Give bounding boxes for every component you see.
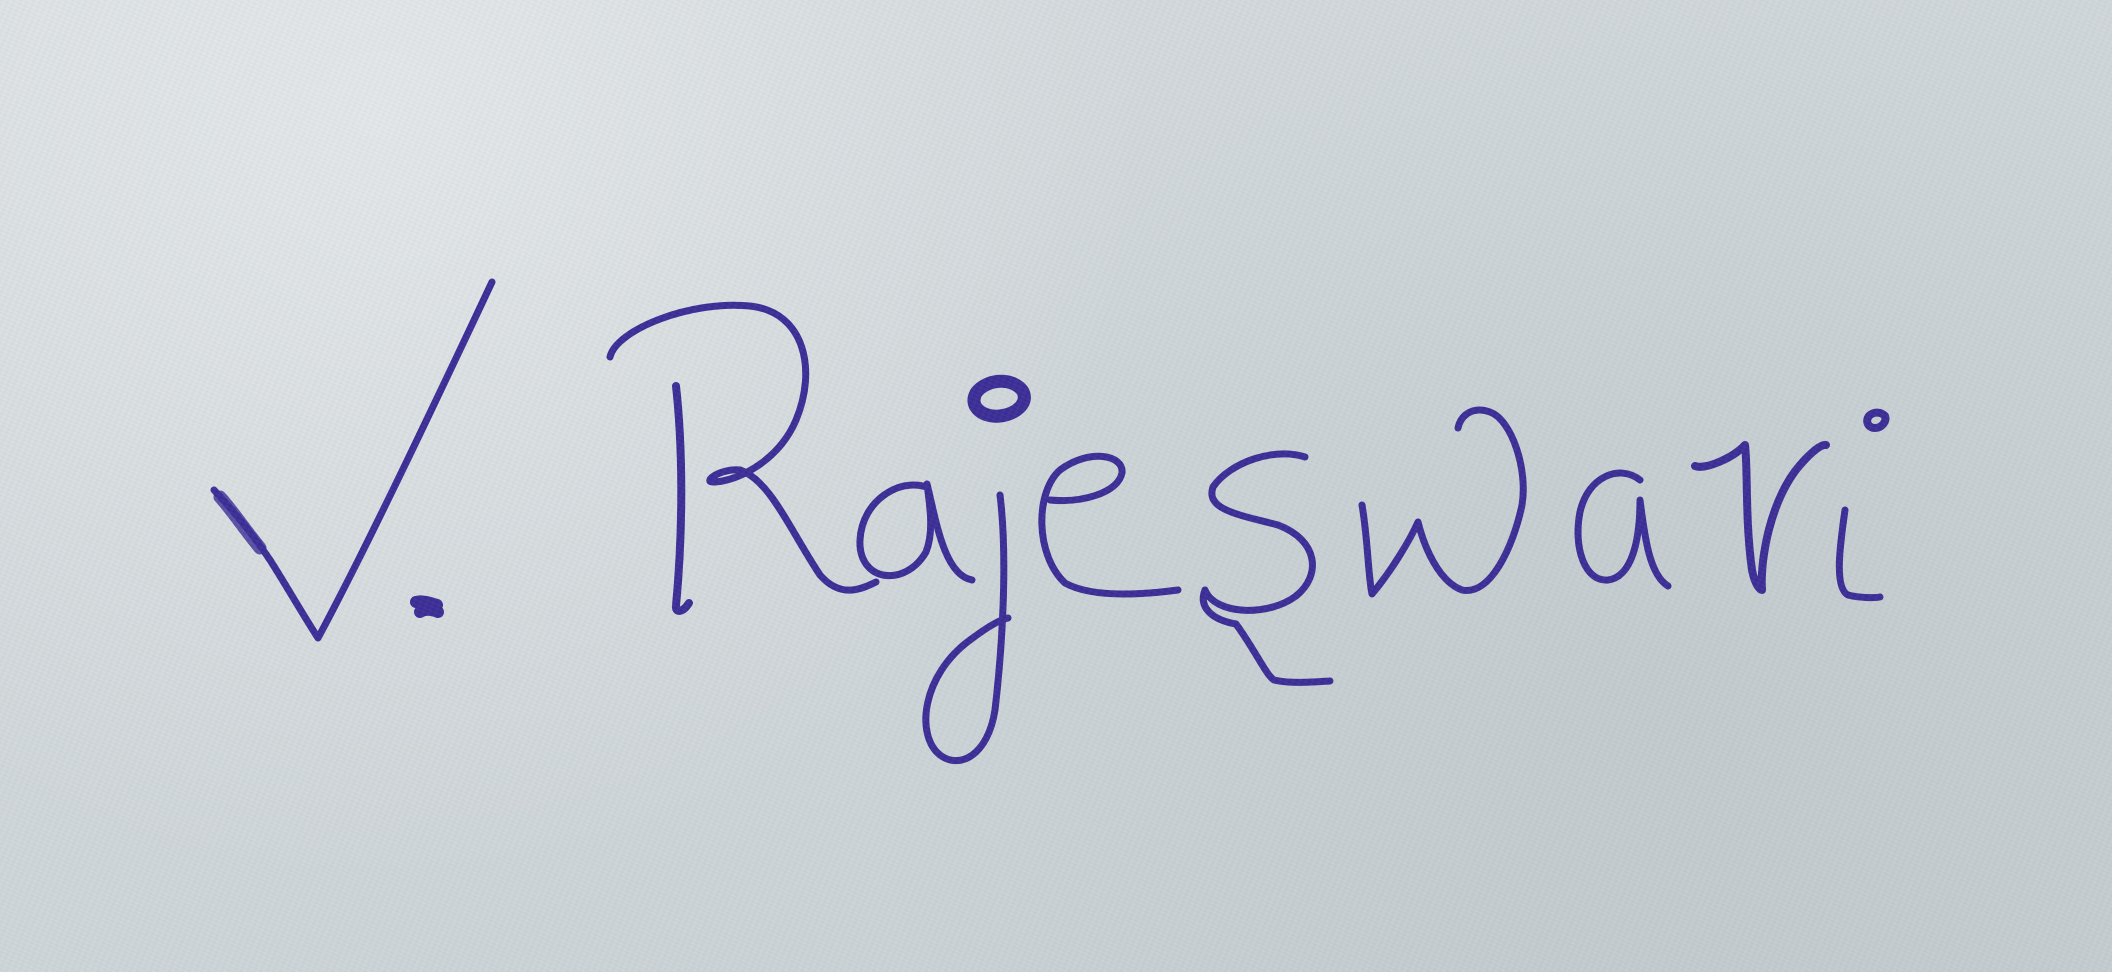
signature-strokes [214, 282, 1885, 761]
stroke-r-bowl-and-leg [610, 305, 876, 590]
stroke-a-2 [1578, 473, 1668, 586]
stroke-r-stem [676, 386, 689, 611]
stroke-e [1042, 456, 1178, 594]
stroke-s [1205, 454, 1312, 611]
stroke-v-thickening [220, 497, 260, 548]
stroke-w [1362, 410, 1523, 594]
stroke-v [214, 282, 492, 638]
stroke-period [416, 601, 438, 612]
stroke-i [1839, 510, 1880, 598]
stroke-j-dot [974, 381, 1024, 416]
stroke-r-small [1695, 445, 1826, 590]
stroke-i-dot [1867, 413, 1885, 428]
stroke-a [860, 484, 972, 580]
